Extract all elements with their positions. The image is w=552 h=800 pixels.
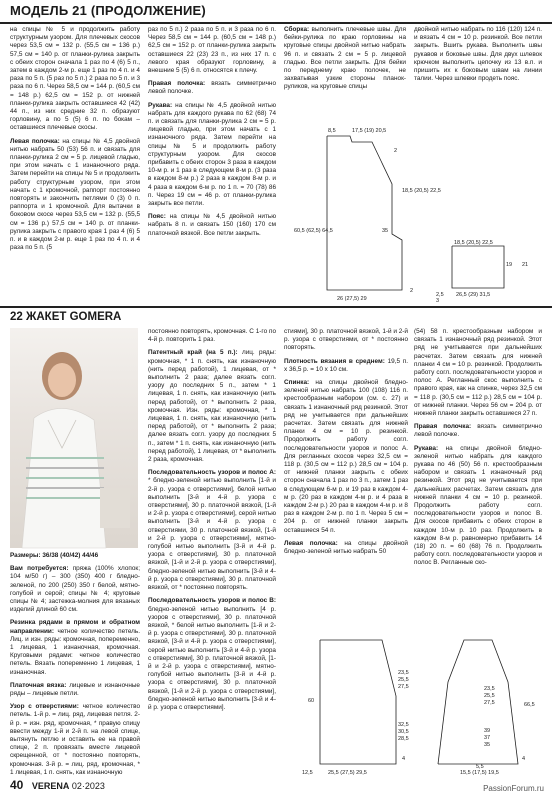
schema3-h: 4 xyxy=(402,756,406,762)
schema4-g: 35 xyxy=(484,742,491,748)
col4-text xyxy=(414,26,542,88)
schema1-bottom: 26 (27,5) 29 xyxy=(337,296,367,302)
schema2-b2: 2,5 xyxy=(436,292,444,298)
c2-p2: Патентный край (на 5 п.): лиц. ряды: кромочная, * 1 п. снять, как изнаночную (нить перед работой), 1 лицевая, от * выполнить 2 раза; далее вязать согл. узору до последних 5 п., затем * 1 лицевая, 1 п. снять, как изнаночную (нить перед работой), от * выполнить 2 раза, кромочная. Изн. ряды: кромочная, * 1 лицевая, 1 п. снять, как изнаночную (нить перед работой), от * выполнить 2 раза; далее вязать согл. узору до последних 5 п., затем * 1 п. снять, как изнаночную (нить перед работой), 1 лицевая, от * выполнить 2 раза, кромочная. xyxy=(148,349,277,464)
col2-p1: раз по 5 п.) 2 раза по 5 п. и 3 раза по 6 п. Через 58,5 см = 144 р. (60,5 см = 148 р.) 62,5 см = 152 р. от планки-рулика закрыть оставшиеся 22 (23) 23 п., из них 17 п. с левого края образуют горловину, а внешние 5 (5) 6 п. относятся к плечу. xyxy=(148,26,276,75)
schema3-a: 23,5 xyxy=(398,670,409,676)
schema4-bottom: 15,5 (17,5) 19,5 xyxy=(460,770,499,776)
c1-lower-text xyxy=(10,552,140,782)
col3-p1: Сборка: выполнить плечевые швы. Для бейки-рулика по краю горловины на круговые спицы двойной нитью набрать 96 п. и связать 2 см = 5 р. лицевой гладью. Все петли закрыть. Для бейки по переднему краю полочек, не захватывая узкие стороны планок-руликов, на круговые спицы xyxy=(284,26,406,91)
schema1-l1: 60,5 (62,5) 64,5 xyxy=(294,228,333,234)
c1-need: Вам потребуется: пряжа (100% хлопок; 104 м/50 г) – 300 (350) 400 г бледно-зеленой, по 200 (250) 350 г белой, мятно-голубой и серой; спицы № 4; круговые спицы № 4; застежка-молния для вязаных изделий длиной 60 см. xyxy=(10,565,140,614)
c2-text xyxy=(148,328,276,717)
c4-p3: Рукава: на спицы двойной бледно-зеленой нитью набрать для каждого рукава по 46 (50) 56 п. крестообразным набором и связать 1 изнаночный ряд резинкой. Этот ряд не учитывается при дальнейших расчетах. Затем связать для нижней планки 4 см = 10 р. резинкой. Продолжить работу согл. последовательности узоров и полос В. Для скосов прибавить с обеих сторон в каждом 10-м р. 10 раз. Продолжить в каждом 8-м р. равномерно прибавить 14 (18) 20 п. = 60 (68) 76 п. Продолжить работу согл. последовательности узоров и полос В. Регланные ско- xyxy=(414,444,542,567)
schema-jacket-sleeve xyxy=(424,632,548,778)
schema-sleeve-outline xyxy=(452,246,504,288)
c1-r1: Резинка рядами в прямом и обратном направлении: четное количество петель. Лиц. и изн. ряды: кромочная, попеременно, 1 лицевая, 1 изнаночная, кромочная. Круговыми рядами: четное количество петель. Вязать попеременно 1 лицевая, 1 изнаночная. xyxy=(10,619,140,676)
schema3-d: 60 xyxy=(308,698,315,704)
model-photo xyxy=(10,328,138,548)
issue-number: 02·2023 xyxy=(71,781,105,791)
col2-text xyxy=(148,26,276,243)
col1-text xyxy=(10,26,140,257)
col1-p1: на спицы № 5 и продолжить работу структурным узором. Для плечевых скосов через 53,5 см = 132 р. (55,5 см = 136 р.) 57,5 см = 140 р. от планки-рулика закрыть с обеих сторон сначала 1 раз по 4 (6) 5 п., затем в каждом 2-м р. еще 1 раз по 4 п. и 4 раза по 5 п. (5 раз по 5 п.) 2 раза по 5 п. и 3 раза по 6 п. Через 58,5 см = 144 р. (60,5 см = 148 р.) 62,5 см = 152 р. от нижней планки-рулика закрыть оставшиеся 42 (42) 44 п., из них средние 32 п. образуют горловину, а по 5 (5) 6 п. по бокам – оставшиеся плечевые скосы. xyxy=(10,26,140,132)
schema1-top2: 17,5 (19) 20,5 xyxy=(352,128,387,134)
schema2-h: 19 xyxy=(506,262,513,268)
c2-p4: Последовательность узоров и полос В: бледно-зеленой нитью выполнить [4 р. узоров с отверстиями], 30 р. платочной вязкой, * белой нитью выполнить [1-й и 2-й р. узора с отверстиями], 30 р. платочной вязкой, [3-й и 4-й р. узора с отверстиями], серой нитью выполнить [3-й и 4-й р. узора с отверстиями], 30 р. платочной вязкой, [1-й и 2-й р. узора с отверстиями], мятно-голубой нитью выполнить [3-й и 4-й р. узора с отверстиями], 30 р. платочной вязкой, [1-й и 2-й р. узора с отверстиями], бледно-зеленой нитью выполнить [3-й и 4-й р. узора с отверстиями]. xyxy=(148,597,276,711)
schema3-bottom: 25,5 (27,5) 29,5 xyxy=(328,770,367,776)
site-credit: PassionForum.ru xyxy=(483,784,544,793)
col4-p1: двойной нитью набрать по 116 (120) 124 п. и вязать 4 см = 10 р. резинкой. Все петли закрыть. Вшить рукава. Выполнить швы рукавов и боковые швы. Для двух шлевок крючком выполнить цепочку из 13 в.п. и пришить их к боковым швам на линии талии. Через шлевки продеть пояс. xyxy=(414,26,542,83)
col2-p4: Пояс: на спицы № 4,5 двойной нитью набрать 8 п. и связать 150 (160) 170 см платочной вязкой. Все петли закрыть. xyxy=(148,213,276,237)
schema4-f: 37 xyxy=(484,735,491,741)
page-header xyxy=(0,0,552,24)
schema3-b: 25,5 xyxy=(398,677,409,683)
schema4-e: 39 xyxy=(484,728,491,734)
c3-text xyxy=(284,328,408,561)
c3-p4: Левая полочка: на спицы двойной бледно-зеленой нитью набрать 50 xyxy=(284,539,409,556)
c2-p3: Последовательность узоров и полос A: * бледно-зеленой нитью выполнить [1-й и 2-й р. узора с отверстиями], белой нитью выполнить [3-й и 4-й р. узора с отверстиями], 30 р. платочной вязкой, [1-й и 2-й р. узора с отверстиями], серой нитью выполнить [3-й и 4-й р. узора с отверстиями, 30 р. платочной вязкой, [1-й и 2-й р. узора с отверстиями], мятно-голубой нитью выполнить [3-й и 4-й р. узора с отверстиями], 30 р. платочной вязкой, [1-й и 2-й р. узора с отверстиями], бледно-зеленой нитью выполнить [3-й и 4-й р. узора с отверстиями], 30 р. платочной вязкой, от * постоянно повторять. xyxy=(148,469,276,592)
section2-title: 22 ЖАКЕТ GOMERA xyxy=(10,311,122,323)
page-title: МОДЕЛЬ 21 (ПРОДОЛЖЕНИЕ) xyxy=(10,3,206,18)
model-photo-illustration xyxy=(10,328,138,548)
schema2-bottom: 26,5 (29) 31,5 xyxy=(456,292,491,298)
magazine-name: VERENA xyxy=(31,781,70,791)
page-footer xyxy=(10,778,105,792)
c4-p1: (54) 58 п. крестообразным набором и связать 1 изнаночный ряд резинкой. Этот ряд не учитывается при дальнейших расчетах. Затем связать для нижней планки 4 см = 10 р. резинкой. Продолжить работу согл. последовательности узоров и полос А. Регланный скос выполнить с правого края, как на спинке, через 32,5 см = 118 р. (30,5 см = 112 р.) 28,5 см = 104 р. от нижней планки. Через 56 см = 204 р. от нижней планки закрыть оставшиеся 27 п. xyxy=(414,328,542,418)
schema3-c: 27,5 xyxy=(398,684,409,690)
schema4-b: 25,5 xyxy=(484,693,495,699)
c3-p2: Плотность вязания в среднем: 19,5 п. х 36,5 р. = 10 х 10 см. xyxy=(284,357,408,373)
c1-sizes: Размеры: 36/38 (40/42) 44/46 xyxy=(10,552,99,559)
c2-p1: постоянно повторять, кромочная. С 1-го по 4-й р. повторить 1 раз. xyxy=(148,328,276,344)
page-number: 40 xyxy=(10,778,24,792)
schema3-g: 28,5 xyxy=(398,736,409,742)
c4-p2: Правая полочка: вязать симметрично левой полочке. xyxy=(414,423,543,439)
schema2-b3: 3 xyxy=(436,298,440,304)
schema4-h: 4 xyxy=(522,756,526,762)
schema4-d: 66,5 xyxy=(524,702,535,708)
col1-p2: Левая полочка: на спицы № 4,5 двойной нитью набрать 50 (53) 56 п. и связать для планки-рулика 2 см = 5 р. лицевой гладью, при этом начать с 1 изнаночного ряда. Затем перейти на спицы № 5 и продолжить работу структурным узором, при этом начать с 1 кромочной, раппорт постоянно повторять и закончить петлями 0 (3) 0 п. раппорта и 1 кромочной. Для вытачки в боковом скосе через 53,5 см = 132 р. (55,5 см = 136 р.) 57,5 см = 140 р. от планки-рулика закрыть с правого края 1 раз 4 (6) 5 п. и в каждом 2-м р. еще 1 раз по 4 п. и 4 раза по 5 п. (5 xyxy=(10,137,140,252)
col3-text xyxy=(284,26,406,97)
schema3-f: 30,5 xyxy=(398,729,409,735)
schema3-outline xyxy=(320,640,396,764)
schema1-l2: 35 xyxy=(382,228,389,234)
schema1-r1: 2 xyxy=(394,148,398,154)
schema-body xyxy=(292,122,441,304)
schema1-b2: 2 xyxy=(410,288,414,294)
c3-p3: Спинка: на спицы двойной бледно-зеленой нитью набрать 100 (108) 116 п. крестообразным набором (см. с. 27) и связать 1 изнаночный ряд резинкой. Этот ряд не учитывается при дальнейших расчетах. Затем связать для нижней планки 4 см = 10 р. резинкой. Продолжить работу согл. последовательности узоров и полос А. Для регланных скосов через 32,5 см = 118 р. (30,5 см = 112 р.) 28,5 см = 104 р. от нижней планки закрыть с обеих сторон сначала 1 раз по 3 п., затем 1 раз в следующем 6-м р. и 19 раз в каждом 4-м р. (20 раз в каждом 4-м р. и 4 раза в каждом 2-м р.) 20 раз в каждом 4-м р. и 8 раз в каждом 2-м р. по 1 п. Через 5 см = 204 р. от нижней планки закрыть оставшиеся 54 п. xyxy=(284,379,408,534)
schema1-r2: 18,5 (20,5) 22,5 xyxy=(402,188,441,194)
schema3-b2: 12,5 xyxy=(302,770,313,776)
c3-p1: стиями], 30 р. платочной вязкой, 1-й и 2-й р. узора с отверстиями, от * постоянно повторять. xyxy=(284,328,408,352)
col2-p3: Рукава: на спицы № 4,5 двойной нитью набрать для каждого рукава по 62 (68) 74 п. и связать для планки-рулика 2 см = 5 р. лицевой гладью, при этом начать с 1 изнаночного ряда. Затем перейти на спицы № 5 и продолжить работу структурным узором. Для скосов прибавить с обеих сторон 3 раза в каждом 10-м р. и 1 раз в следующем 8-м р. (3 раза в каждом 8-м р.) 2 раза в каждом 8-м р. и 4 раза в каждом 6-м р. по 1 п. = 70 (78) 86 п. Через 19 см = 46 р. от планки-рулика закрыть все петли. xyxy=(148,101,276,208)
col2-p2: Правая полочка: вязать симметрично левой полочке. xyxy=(148,80,277,96)
c4-text xyxy=(414,328,542,573)
schema1-top: 8,5 xyxy=(328,128,336,134)
schema4-outline xyxy=(438,640,518,764)
schema2-h2: 21 xyxy=(522,262,529,268)
schema-sleeve xyxy=(432,238,544,304)
c1-r3: Узор с отверстиями: четное количество петель. 1-й р. = лиц. ряд, лицевая петля. 2-й р. = изн. ряд, кромочная, * правую спицу ввести между 1-й и 2-й п. на левой спице, вытянуть петлю и оставить ее на правой спице, 2 п. провязать вместе лицевой скрещенной, от * постоянно повторять, кромочная. 3-й р. = лиц. ряд, кромочная, * 1 лицевая, 1 п. снять, как изнаночную xyxy=(10,703,141,776)
schema-jacket-body xyxy=(288,632,428,778)
schema4-b2: 5,5 xyxy=(476,764,484,770)
schema-body-outline xyxy=(327,136,402,290)
c1-r2: Платочная вязка: лицевые и изнаночные ряды – лицевые петли. xyxy=(10,681,140,698)
schema2-top: 18,5 (20,5) 22,5 xyxy=(454,240,493,246)
section2-header xyxy=(0,306,552,324)
schema4-a: 23,5 xyxy=(484,686,495,692)
schema4-c: 27,5 xyxy=(484,700,495,706)
schema3-e: 32,5 xyxy=(398,722,409,728)
